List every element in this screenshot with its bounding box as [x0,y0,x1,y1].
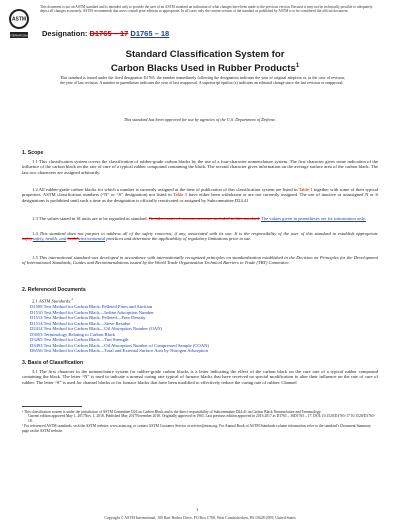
reference-code-link[interactable]: D3053 [30,331,43,337]
table-1-link[interactable]: Table 1 [298,187,313,192]
reference-code-link[interactable]: D1508 [30,304,43,309]
title-footnote-mark: 1 [295,62,300,69]
notice-text: This document is not an ASTM standard and is intended only to provide the user of an ASTM standard an indication of what changes have been made to the previous version. Because it may not be technically possible to adequately depict all changes accurately, ASTM recommends that users consult prior editions as appropriate. In all cases only the current version of the standard as published by ASTM is to be considered the official document. [40,5,373,14]
scope-para-2-c: have either been withdrawn or are not currently assigned. The use of inactive or unassigned N or S designations is prohibited until such a time as the designation is officially reactivated or assigned by Subcommittee D24.41 [22,192,378,203]
refs-sub-number: 2.1 [32,298,39,304]
designation-old: D1765 – 17 [89,29,129,38]
reference-code-link[interactable]: D1513 [30,315,43,320]
scope-para-3 [22,216,378,221]
scope-para-5 [22,255,378,266]
page-number: 1 [196,507,199,512]
scope-para-4-ins-2: environmental [78,236,106,242]
reference-code-link[interactable]: D1514 [30,320,43,326]
footnote-1: ¹ This classification system is under the jurisdiction of ASTM Committee D24 on Carbon Black and is the direct responsibility of Subcommittee D24.41 on Carbon Black Nomenclature and Terminology. [22,410,322,414]
basis-para-1 [22,369,378,385]
footnote-divider [22,406,82,407]
basis-heading: 3. Basis of Classification [22,360,84,366]
standard-note: This standard is issued under the fixed designation D1765; the number immediately following the designation indicates the year of original adoption or, in the case of revision, the year of last revision. A number in parentheses indicates the year of last reapproval. A superscript epsilon (ε) indicates an editorial change since the last revision or reapproval. [60,75,345,85]
reference-title-link[interactable]: Test Method for Carbon Black, Pelleted—Pour Density [43,315,146,320]
scope-para-4-del-1: safety [22,236,33,242]
reference-title-link[interactable]: Test Method for Carbon Black—Tint Strength [43,337,129,342]
reference-code-link[interactable]: D3493 [30,342,43,348]
reference-title-link[interactable]: Test Method for Carbon Black, Pelleted Fines and Attrition [43,304,153,309]
scope-para-4-del-2: health [67,236,79,242]
astm-logo [8,8,30,44]
reference-item [30,348,370,354]
reference-title-link[interactable]: Test Method for Carbon Black—Oil Absorption Number (OAN) [43,326,163,331]
refs-heading: 2. Referenced Documents [22,287,86,293]
designation-new: D1765 – 18 [130,29,170,38]
astm-standards-label [32,297,73,304]
designation-label: Designation: [42,29,88,38]
reference-title-link[interactable]: Test Method for Carbon Black—Sieve Residue [43,320,131,326]
scope-para-4 [22,231,378,242]
svg-text:ASTM: ASTM [11,16,27,23]
scope-para-3-a: 1.3 The values stated in SI units are to be regarded as standard. [32,216,149,221]
scope-para-4-d: practices and determine the applicability of regulatory limitations prior to use. [105,236,252,242]
scope-heading: 1. Scope [22,150,44,156]
refs-sub-footnote: 2 [71,297,74,301]
scope-para-5-text: 1.5 This international standard was developed in accordance with internationally recognized principles on standardization established in the Decision on Principles for the Development of International Standards, Guides and Recommendations issued by the World Trade Organization Technical Barriers to Trade (TBT) Committee. [22,255,378,266]
scope-para-1-text: 1.1 This classification system covers the classification of rubber-grade carbon blacks by the use of a four-character nomenclature system. The first character gives some indication of the influence of the carbon black on the rate of cure of a typical rubber compound containing the black. The second character gives information on the average surface area of the carbon black. The last two characters are assigned arbitrarily. [22,159,378,175]
standard-title [60,49,350,74]
designation [42,29,169,38]
reference-code-link[interactable]: D2414 [30,326,43,331]
scope-para-2-a: 1.2 All rubber-grade carbon blacks for which a number is currently assigned at the time of publication of this classification system are listed in [32,187,299,192]
table-1-link-2[interactable]: Table 1 [173,192,188,198]
basis-para-1-text: 3.1 The first character in the nomenclature system for rubber-grade carbon blacks is a letter indicating the effect of the carbon black on the cure rate of a typical rubber compound containing the black. The letter “N” is used to indicate a normal curing rate typical of furnace blacks that have received no special modification to alter their influence on the rate of cure of rubber. The letter “S” is used for channel blacks or for furnace blacks that have been modified to effectively reduce the curing rate of rubber. Channel [22,369,378,385]
scope-para-4-a: 1.4 [32,231,40,236]
reference-code-link[interactable]: D6556 [30,348,43,353]
reference-title-link[interactable]: Test Method for Carbon Black—Oil Absorption Number of Compressed Sample (COAN) [43,342,209,348]
footnotes [22,410,378,433]
title-line-2: Carbon Blacks Used in Rubber Products [110,62,296,74]
scope-para-1 [22,159,378,175]
scope-para-4-b: This standard does not purport to address all of the safety concerns, if any, associated with its use. It is the responsibility of the user of this standard to establish appropriate [39,231,378,236]
title-line-1: Standard Classification System for [125,49,285,60]
reference-code-link[interactable]: D3265 [30,337,43,342]
scope-para-4-ins-1: safety, health, and [32,236,67,242]
scope-para-2-b: together with some of their typical properties. ASTM classification numbers (“N” or “S” designation) not listed in [22,187,378,198]
copyright-footer: Copyright © ASTM International, 100 Barr Harbor Drive, PO Box C700, West Conshohocken, PA 19428-2959. United States [104,516,296,520]
reference-code-link[interactable]: D1510 [30,309,43,315]
scope-para-2 [22,187,378,203]
reference-title-link[interactable]: Test Method for Carbon Black—Iodine Adsorption Number [43,309,154,315]
reference-title-link[interactable]: Terminology Relating to Carbon Black [43,331,116,337]
refs-sub-title: ASTM Standards: [38,298,72,304]
scope-para-3-deleted: No other units of measurement are included in this standard. [148,216,260,221]
reference-title-link[interactable]: Test Method for Carbon Black—Total and External Surface Area by Nitrogen Adsorption [43,348,208,353]
footnote-2: ² For referenced ASTM standards, visit the ASTM website, www.astm.org, or contact ASTM Customer Service at service@astm.org. For Annual Book of ASTM Standards volume information, refer to the standard’s Document Summary page on the ASTM website. [22,424,371,433]
scope-para-3-inserted: The values given in parentheses are for information only. [260,216,366,221]
footnote-1b: Current edition approved May 1, 2017Nov. 1, 2018. Published May 2017November 2018. Originally approved in 1965. Last previous edition approved in 2016 2017 as D1765 – 16D1765 – 17. DOI: 10.1520/D1765-17 10.1520/D1765-18. [28,414,375,423]
dod-approval-note: This standard has been approved for use by agencies of the U.S. Department of Defense. [123,117,277,122]
referenced-documents-list [30,304,370,354]
svg-text:INTERNATIONAL: INTERNATIONAL [8,34,30,38]
